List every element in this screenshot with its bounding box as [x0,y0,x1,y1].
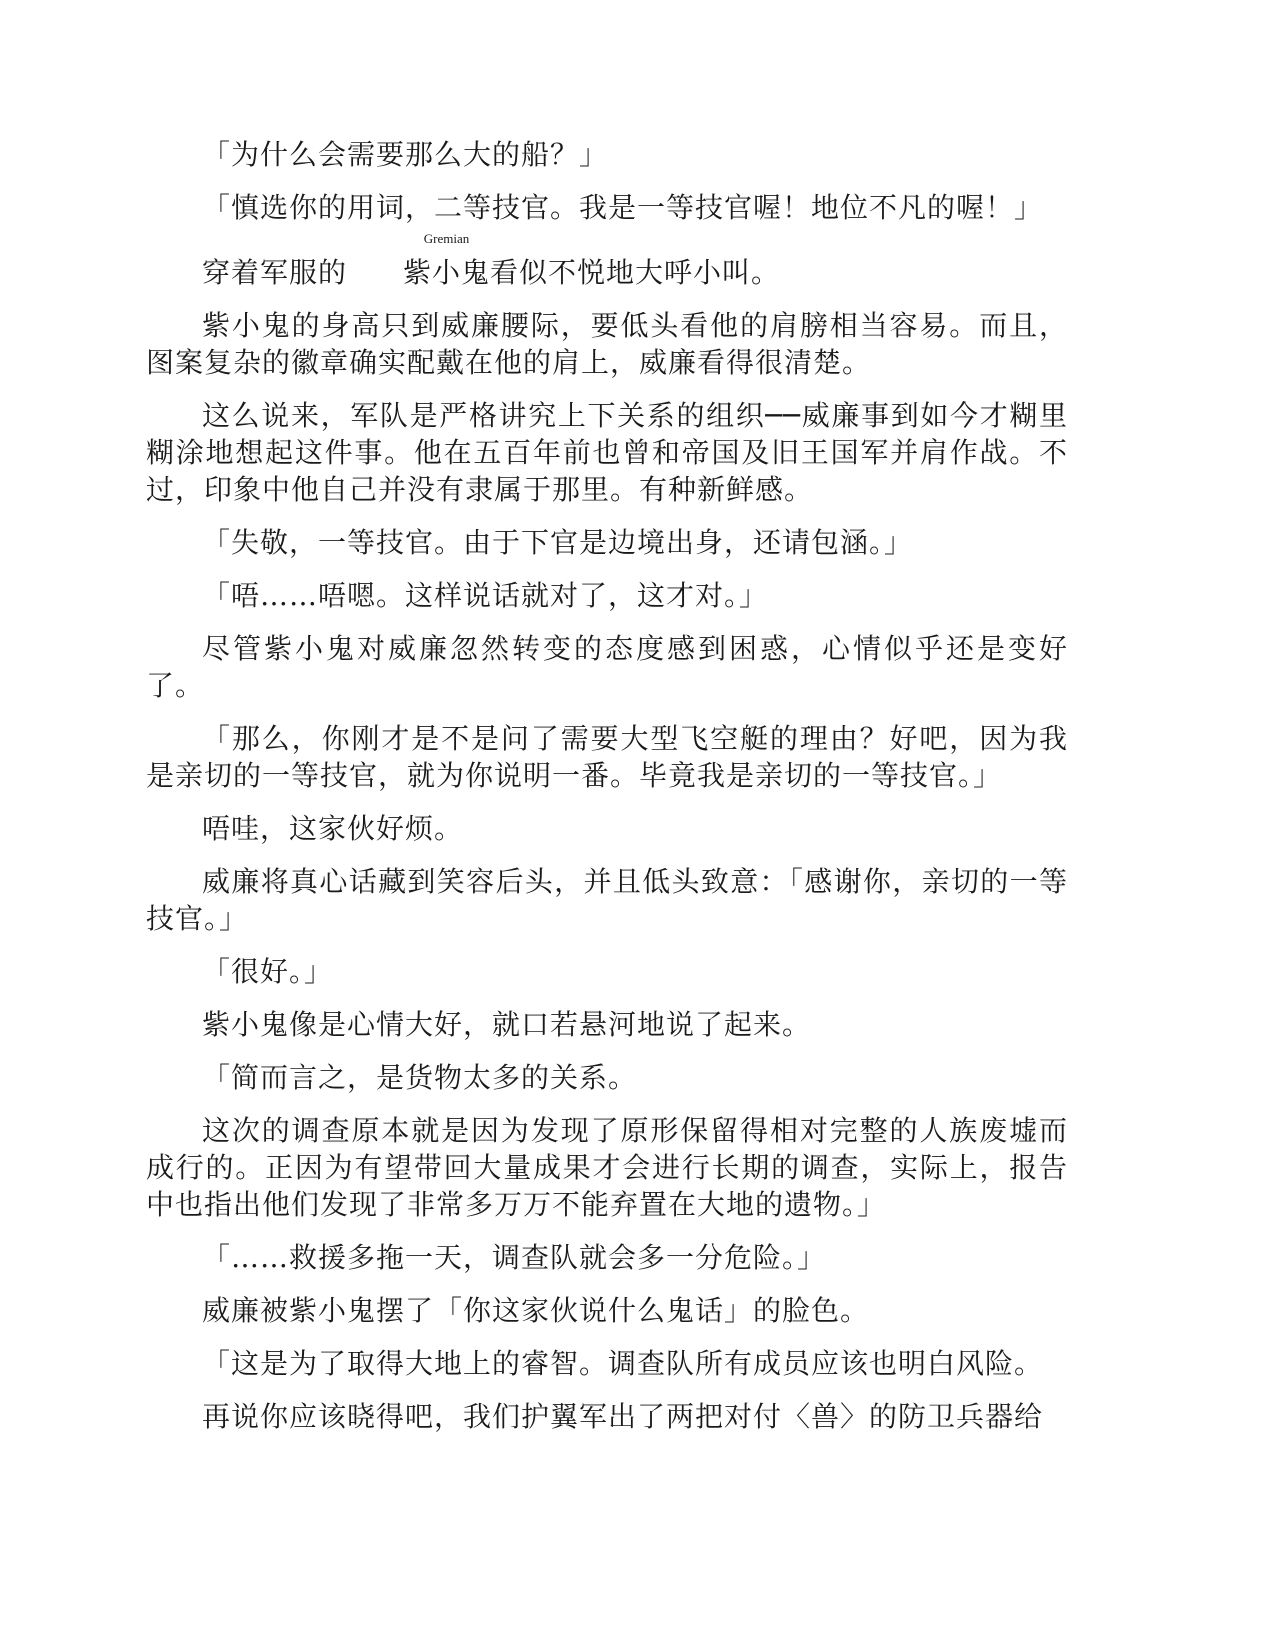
paragraph: 威廉将真心话藏到笑容后头，并且低头致意：「感谢你，亲切的一等技官。」 [146,865,1068,935]
document-page [146,136,1068,1451]
paragraph: 「那么，你刚才是不是问了需要大型飞空艇的理由？好吧，因为我是亲切的一等技官，就为你说明一番。毕竟我是亲切的一等技官。」 [146,722,1068,792]
paragraph: 「很好。」 [202,955,334,988]
paragraph: 尽管紫小鬼对威廉忽然转变的态度感到困惑，心情似乎还是变好了。 [146,632,1068,702]
paragraph: 紫小鬼像是心情大好，就口若悬河地说了起来。 [202,1008,812,1041]
paragraph: 「失敬，一等技官。由于下官是边境出身，还请包涵。」 [202,526,914,559]
paragraph: 「这是为了取得大地上的睿智。调查队所有成员应该也明白风险。 [202,1347,1044,1380]
paragraph: 「慎选你的用词，二等技官。我是一等技官喔！地位不凡的喔！」 [202,191,1044,224]
ruby-line-before: 穿着军服的 [202,256,348,289]
paragraph: 「唔……唔嗯。这样说话就对了，这才对。」 [202,579,769,612]
paragraph: 唔哇，这家伙好烦。 [202,812,464,845]
paragraph: 这么说来，军队是严格讲究上下关系的组织──威廉事到如今才糊里糊涂地想起这件事。他在五百年前也曾和帝国及旧王国军并肩作战。不过，印象中他自己并没有隶属于那里。有种新鲜感。 [146,399,1068,506]
paragraph: 这次的调查原本就是因为发现了原形保留得相对完整的人族废墟而成行的。正因为有望带回大量成果才会进行长期的调查，实际上，报告中也指出他们发现了非常多万万不能弃置在大地的遗物。」 [146,1114,1068,1221]
paragraph: 「为什么会需要那么大的船？」 [202,138,609,171]
ruby-annotated-word [347,231,491,291]
paragraph: 「……救援多拖一天，调查队就会多一分危险。」 [202,1241,827,1274]
paragraph-with-ruby [146,231,1068,291]
ruby-base-text: 紫小鬼 [403,256,491,289]
ruby-line-after: 看似不悦地大呼小叫。 [490,256,781,289]
paragraph: 「简而言之，是货物太多的关系。 [202,1061,638,1094]
paragraph: 紫小鬼的身高只到威廉腰际，要低头看他的肩膀相当容易。而且，图案复杂的徽章确实配戴在他的肩上，威廉看得很清楚。 [146,309,1068,379]
ruby-annotation: Gremian [423,231,470,246]
paragraph: 再说你应该晓得吧，我们护翼军出了两把对付〈兽〉的防卫兵器给 [202,1400,1044,1433]
paragraph: 威廉被紫小鬼摆了「你这家伙说什么鬼话」的脸色。 [202,1294,870,1327]
